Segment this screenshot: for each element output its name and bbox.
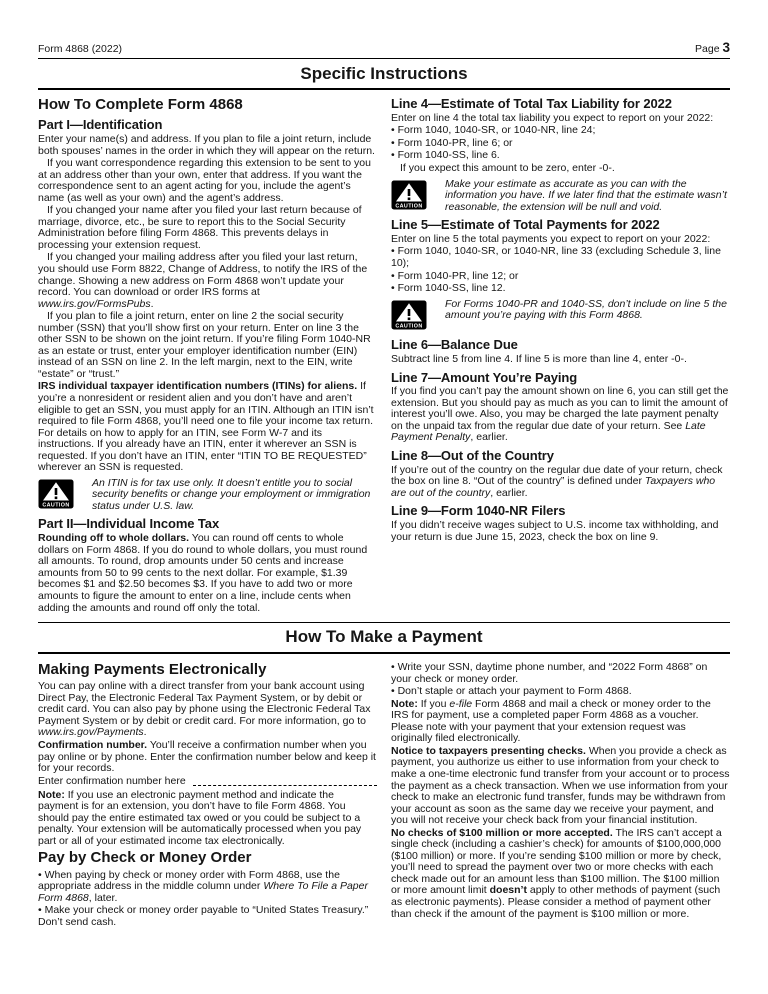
- paragraph: Subtract line 5 from line 4. If line 5 is more than line 4, enter -0-.: [391, 352, 687, 365]
- page-number-value: 3: [722, 40, 730, 55]
- section-title-specific-instructions: Specific Instructions: [38, 59, 730, 90]
- confirmation-number-blank: [193, 776, 377, 786]
- svg-text:CAUTION: CAUTION: [42, 502, 70, 509]
- bullet-item: • Form 1040, 1040-SR, or 1040-NR, line 24;: [391, 124, 596, 137]
- caution-note: [391, 299, 730, 334]
- paragraph: If you find you can’t pay the amount shown on line 6, you can still get the extension. But you should pay as much as you can to limit the amount of interest you’ll owe. Also, you may be charged the late payment penalty on the unpaid tax from the regular due date of your return. See Late Payment Penalty, earlier.: [391, 385, 729, 444]
- top-columns: [38, 97, 730, 615]
- bullet-item: • Don’t staple or attach your payment to Form 4868.: [391, 685, 632, 698]
- heading-part-i-identification: Part I—Identification: [38, 117, 163, 133]
- paragraph: Note: If you use an electronic payment method and indicate the payment is for an extension, you don’t have to file Form 4868. You should pay the entire estimated tax owed or you could be subject to a penalty. Your extension will be automatically processed when you pay part or all of your estimated income tax electronically.: [38, 788, 362, 847]
- heading-line-9-form-1040-nr-filers: Line 9—Form 1040-NR Filers: [391, 503, 566, 519]
- heading-line-5-estimate-of-total-payments-for-2022: Line 5—Estimate of Total Payments for 2022: [391, 217, 660, 233]
- bullet-item: • Write your SSN, daytime phone number, and “2022 Form 4868” on your check or money order.: [391, 661, 708, 685]
- paragraph: Enter your name(s) and address. If you plan to file a joint return, include both spouses’ names in the order in which they will appear on the return.: [38, 132, 375, 157]
- caution-icon: [391, 299, 427, 334]
- svg-text:CAUTION: CAUTION: [395, 203, 423, 210]
- caution-text: For Forms 1040-PR and 1040-SS, don’t include on line 5 the amount you’re paying with this Form 4868.: [445, 297, 727, 322]
- confirmation-number-label: Enter confirmation number here: [38, 775, 186, 788]
- bullet-item: • Form 1040-SS, line 12.: [391, 282, 506, 295]
- caution-icon: [391, 179, 427, 214]
- paragraph: No checks of $100 million or more accepted. The IRS can’t accept a single check (including a cashier’s check) for amounts of $100,000,000 ($100 million) or more. If you’re sending $100 million or more by check, you’ll need to spread the payment over two or more checks with each check made out for an amount less than $100 million. The $100 million or more amount limit doesn’t apply to other methods of payment (such as electronic payments). Please consider a method of payment other than check if the amount of the payment is $100 million or more.: [391, 826, 722, 920]
- paragraph: If you expect this amount to be zero, enter -0-.: [400, 161, 615, 174]
- page-header: [38, 40, 730, 59]
- paragraph: Enter on line 4 the total tax liability you expect to report on your 2022:: [391, 111, 714, 124]
- heading-part-ii-individual-income-tax: Part II—Individual Income Tax: [38, 516, 220, 532]
- heading-pay-by-check-or-money-order: Pay by Check or Money Order: [38, 849, 252, 867]
- paragraph: If you’re out of the country on the regular due date of your return, check the box on line 8. “Out of the country” is defined under Taxpayers who are out of the country, earlier.: [391, 463, 723, 499]
- paragraph: Enter on line 5 the total payments you expect to report on your 2022:: [391, 232, 711, 245]
- caution-text: An ITIN is for tax use only. It doesn’t entitle you to social security benefits or change your employment or immigration status under U.S. law.: [92, 476, 371, 512]
- caution-note: [391, 179, 730, 214]
- section-title-how-to-make-a-payment: How To Make a Payment: [38, 622, 730, 654]
- svg-text:CAUTION: CAUTION: [395, 323, 423, 330]
- confirmation-number-fill-line: [38, 776, 377, 788]
- bottom-left-column: [38, 662, 377, 929]
- paragraph: If you didn’t receive wages subject to U.S. income tax withholding, and your return is due June 15, 2023, check the box on line 9.: [391, 519, 719, 543]
- heading-making-payments-electronically: Making Payments Electronically: [38, 661, 267, 679]
- page-number: Page 3: [695, 40, 730, 55]
- caution-note: [38, 478, 377, 513]
- bottom-right-column: [391, 662, 730, 929]
- paragraph: If you changed your name after you filed your last return because of marriage, divorce, etc., be sure to report this to the Social Security Administration before filing Form 4868. This prevents delays in processing your extension request.: [38, 204, 362, 251]
- paragraph: IRS individual taxpayer identification numbers (ITINs) for aliens. If you’re a nonresident or resident alien and you don’t have and aren’t eligible to get an SSN, you must apply for an ITIN. Although an ITIN isn’t required to file Form 4868, you’ll need one to file your income tax return. For details on how to apply for an ITIN, see Form W-7 and its instructions. If you already have an ITIN, enter it wherever an SSN is requested. If you don’t have an ITIN, enter “ITIN TO BE REQUESTED” wherever an SSN is requested.: [38, 380, 374, 474]
- paragraph: Confirmation number. You’ll receive a confirmation number when you pay online or by phone. Enter the confirmation number below and keep it for your records.: [38, 738, 376, 775]
- top-left-column: [38, 97, 377, 615]
- form-id-label: Form 4868 (2022): [38, 43, 123, 55]
- paragraph: If you changed your mailing address after you filed your last return, you should use Form 8822, Change of Address, to notify the IRS of the change. Showing a new address on Form 4868 won’t update your record. You can download or order IRS forms at www.irs.gov/FormsPubs.: [38, 251, 368, 310]
- paragraph: Rounding off to whole dollars. You can round off cents to whole dollars on Form 4868. If you do round to whole dollars, you must round all amounts. To round, drop amounts under 50 cents and increase amounts from 50 to 99 cents to the next dollar. For example, $1.39 becomes $1 and $2.50 becomes $3. If you have to add two or more amounts to figure the amount to enter on a line, include cents when adding the amounts and round off only the total.: [38, 532, 368, 614]
- caution-text: Make your estimate as accurate as you can with the information you have. If we later find that the estimate wasn’t reasonable, the extension will be null and void.: [445, 177, 727, 213]
- bullet-item: • Make your check or money order payable to “United States Treasury.” Don’t send cash.: [38, 904, 369, 928]
- bullet-item: • When paying by check or money order with Form 4868, use the appropriate address in the middle column under Where To File a Paper Form 4868, later.: [38, 868, 368, 904]
- top-right-column: [391, 97, 730, 615]
- bottom-columns: [38, 662, 730, 929]
- bullet-item: • Form 1040-PR, line 6; or: [391, 136, 513, 149]
- paragraph: Notice to taxpayers presenting checks. When you provide a check as payment, you authorize us either to use information from your check to make a one-time electronic fund transfer from your account or to process the payment as a check transaction. When we use information from your check to make an electronic fund transfer, funds may be withdrawn from your account as soon as the same day we receive your payment, and you will not receive your check back from your financial institution.: [391, 744, 730, 827]
- paragraph: If you plan to file a joint return, enter on line 2 the social security number (SSN) that you’ll show first on your return. Enter on line 3 the other SSN to be shown on the joint return. If you’re filing Form 1040-NR as an estate or trust, enter your employer identification number (EIN) instead of an SSN on line 2. In the left margin, next to the EIN, write “estate” or “trust.”: [38, 310, 371, 380]
- bullet-item: • Form 1040, 1040-SR, or 1040-NR, line 33 (excluding Schedule 3, line 10);: [391, 245, 721, 269]
- paragraph: You can pay online with a direct transfer from your bank account using Direct Pay, the Electronic Federal Tax Payment System, or by debit or credit card. You can also pay by phone using the Electronic Federal Tax Payment System or by debit or credit card. For more information, go to www.irs.gov/Payments.: [38, 680, 371, 739]
- heading-line-7-amount-you-re-paying: Line 7—Amount You’re Paying: [391, 369, 578, 385]
- heading-line-4-estimate-of-total-tax-liability-for: Line 4—Estimate of Total Tax Liability for 2022: [391, 96, 672, 111]
- caution-icon: [38, 478, 74, 513]
- paragraph: Note: If you e-file Form 4868 and mail a check or money order to the IRS for payment, use a completed paper Form 4868 as a voucher. Please note with your payment that your extension request was originally filed electronically.: [391, 697, 711, 745]
- heading-how-to-complete-form-4868: How To Complete Form 4868: [38, 96, 243, 113]
- bullet-item: • Form 1040-SS, line 6.: [391, 149, 500, 162]
- bullet-item: • Form 1040-PR, line 12; or: [391, 269, 519, 282]
- heading-line-8-out-of-the-country: Line 8—Out of the Country: [391, 448, 554, 463]
- paragraph: If you want correspondence regarding this extension to be sent to you at an address other than your own, enter that address. If you want the correspondence sent to an agent acting for you, include the agent’s name (as well as your own) and the agent’s address.: [38, 157, 371, 204]
- heading-line-6-balance-due: Line 6—Balance Due: [391, 337, 518, 353]
